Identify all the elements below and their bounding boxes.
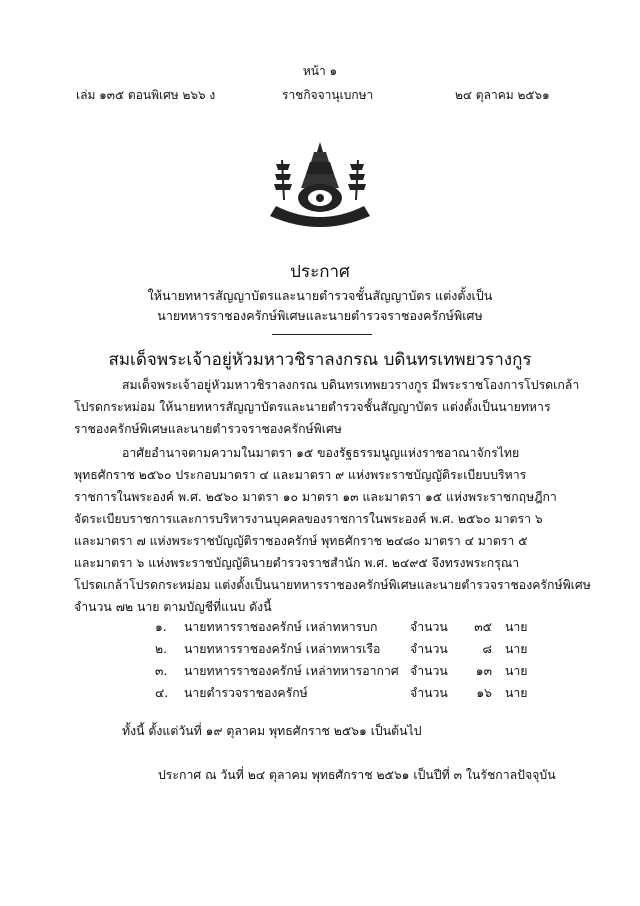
paragraph-line: จัดระเบียบราชการและการบริหารงานบุคคลของราชการในพระองค์ พ.ศ. ๒๕๖๐ มาตรา ๖ (74, 512, 543, 526)
list-number: ๔. (155, 686, 169, 700)
list-amount-label: จำนวน (410, 642, 448, 656)
effective-date: ทั้งนี้ ตั้งแต่วันที่ ๑๙ ตุลาคม พุทธศักราช ๒๕๖๑ เป็นต้นไป (122, 724, 422, 738)
page-number: หน้า ๑ (302, 64, 338, 78)
paragraph-line: โปรดเกล้าโปรดกระหม่อม แต่งตั้งเป็นนายทหารราชองครักษ์พิเศษและนายตำรวจราชองครักษ์พิเศษ (74, 578, 591, 592)
paragraph-line: และมาตรา ๗ แห่งพระราชบัญญัติราชองครักษ์ พุทธศักราช ๒๔๘๐ มาตรา ๔ มาตรา ๕ (74, 534, 528, 548)
list-item (0, 640, 640, 662)
announcement-subtitle-1: ให้นายทหารสัญญาบัตรและนายตำรวจชั้นสัญญาบัตร แต่งตั้งเป็น (147, 288, 493, 303)
volume-info: เล่ม ๑๓๕ ตอนพิเศษ ๒๖๖ ง (76, 88, 216, 102)
gazette-date: ๒๔ ตุลาคม ๒๕๖๑ (455, 88, 550, 102)
list-number: ๒. (155, 642, 168, 656)
list-amount-label: จำนวน (410, 686, 448, 700)
list-label: นายทหารราชองครักษ์ เหล่าทหารบก (184, 620, 378, 634)
paragraph-line: สมเด็จพระเจ้าอยู่หัวมหาวชิราลงกรณ บดินทรเทพยวรางกูร มีพระราชโองการโปรดเกล้า (122, 378, 580, 392)
paragraph-line: พุทธศักราช ๒๕๖๐ ประกอบมาตรา ๔ และมาตรา ๙ แห่งพระราชบัญญัติระเบียบบริหาร (74, 468, 527, 482)
list-item (0, 662, 640, 684)
list-unit: นาย (505, 664, 528, 678)
paragraph-line: โปรดกระหม่อม ให้นายทหารสัญญาบัตรและนายตำรวจชั้นสัญญาบัตร แต่งตั้งเป็นนายทหาร (74, 400, 551, 414)
list-number: ๑. (155, 620, 167, 634)
royal-seal-icon (262, 140, 378, 236)
paragraph-line: จำนวน ๗๒ นาย ตามบัญชีที่แนบ ดังนี้ (74, 600, 272, 614)
paragraph-line: อาศัยอำนาจตามความในมาตรา ๑๕ ของรัฐธรรมนูญแห่งราชอาณาจักรไทย (122, 446, 520, 460)
given-date: ประกาศ ณ วันที่ ๒๔ ตุลาคม พุทธศักราช ๒๕๖๑ เป็นปีที่ ๓ ในรัชกาลปัจจุบัน (158, 768, 556, 782)
king-name: สมเด็จพระเจ้าอยู่หัวมหาวชิราลงกรณ บดินทรเทพยวรางกูร (108, 350, 532, 370)
list-amount: ๘ (482, 642, 492, 656)
list-item (0, 684, 640, 706)
list-amount: ๑๓ (475, 664, 492, 678)
paragraph-1 (74, 374, 580, 440)
announcement-subtitle-2: นายทหารราชองครักษ์พิเศษและนายตำรวจราชองครักษ์พิเศษ (157, 308, 483, 323)
list-label: นายตำรวจราชองครักษ์ (184, 686, 308, 700)
list-amount-label: จำนวน (410, 620, 448, 634)
list-unit: นาย (505, 686, 528, 700)
paragraph-2 (74, 442, 591, 618)
list-unit: นาย (505, 620, 528, 634)
announcement-title: ประกาศ (290, 262, 350, 282)
paragraph-line: และมาตรา ๖ แห่งพระราชบัญญัตินายตำรวจราชสำนัก พ.ศ. ๒๔๙๕ จึงทรงพระกรุณา (74, 556, 520, 570)
list-unit: นาย (505, 642, 528, 656)
list-label: นายทหารราชองครักษ์ เหล่าทหารอากาศ (184, 664, 399, 678)
list-number: ๓. (155, 664, 168, 678)
gazette-name: ราชกิจจานุเบกษา (282, 88, 374, 102)
list-amount-label: จำนวน (410, 664, 448, 678)
paragraph-line: ราชการในพระองค์ พ.ศ. ๒๕๖๐ มาตรา ๑๐ มาตรา ๑๓ และมาตรา ๑๕ แห่งพระราชกฤษฎีกา (74, 490, 557, 504)
list-amount: ๑๖ (476, 686, 492, 700)
list-item (0, 618, 640, 640)
title-divider (272, 334, 372, 335)
list-amount: ๓๕ (474, 620, 492, 634)
list-label: นายทหารราชองครักษ์ เหล่าทหารเรือ (184, 642, 381, 656)
paragraph-line: ราชองครักษ์พิเศษและนายตำรวจราชองครักษ์พิเศษ (74, 422, 342, 436)
